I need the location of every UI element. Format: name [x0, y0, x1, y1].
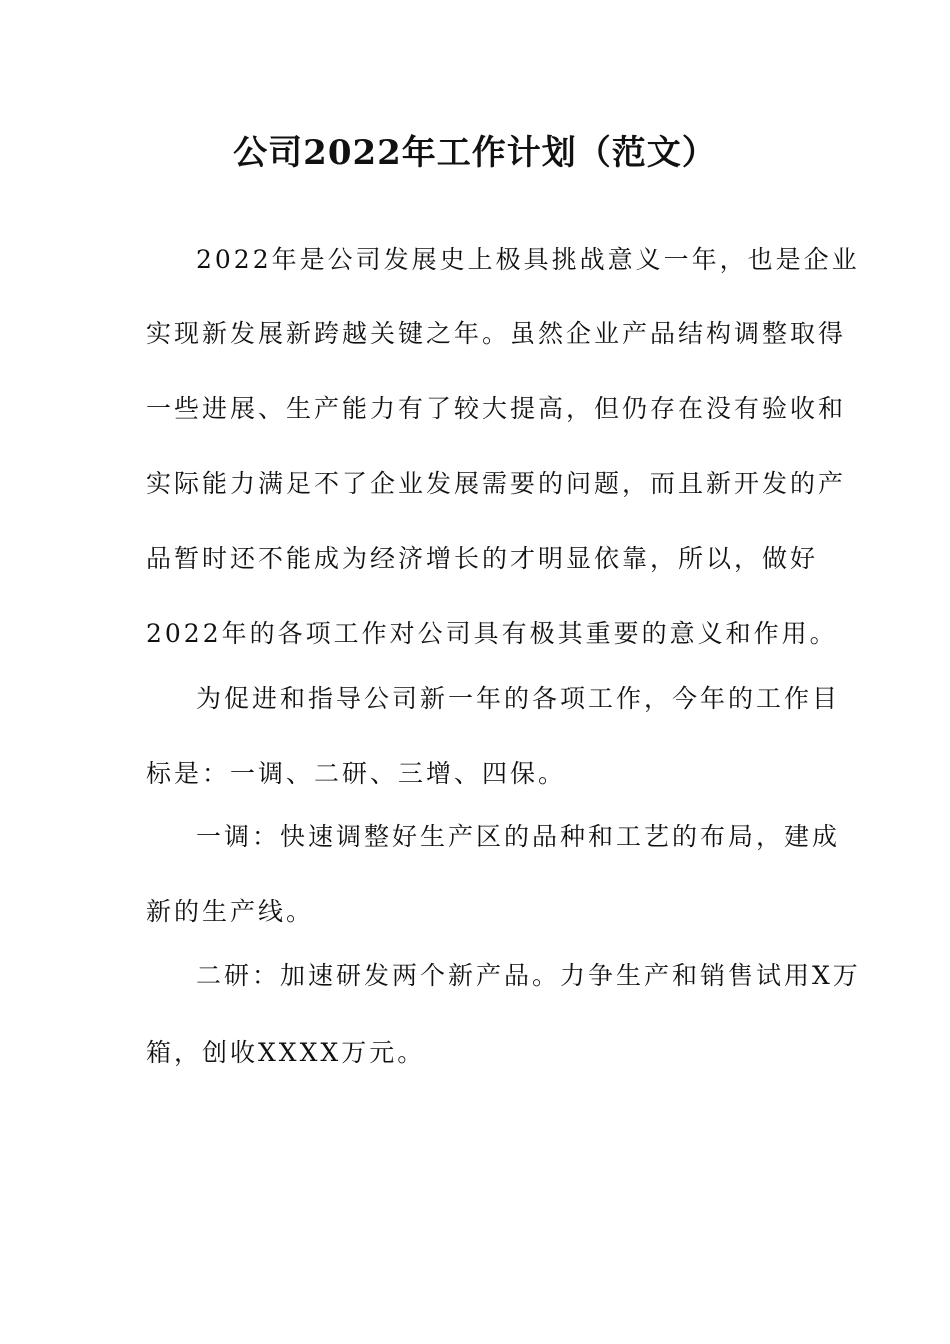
paragraph-1-line-2: 实现新发展新跨越关键之年。虽然企业产品结构调整取得	[146, 319, 847, 348]
paragraph-4-line-2: 箱，创收XXXX万元。	[146, 1038, 426, 1067]
paragraph-3-line-1: 一调：快速调整好生产区的品种和工艺的布局，建成	[196, 822, 841, 851]
paragraph-2-line-1: 为促进和指导公司新一年的各项工作，今年的工作目	[196, 684, 841, 713]
paragraph-1-line-3: 一些进展、生产能力有了较大提高，但仍存在没有验收和	[146, 394, 847, 423]
paragraph-2-line-2: 标是：一调、二研、三增、四保。	[146, 759, 567, 788]
paragraph-1-line-5: 品暂时还不能成为经济增长的才明显依靠，所以，做好	[146, 544, 819, 573]
paragraph-1-line-4: 实际能力满足不了企业发展需要的问题，而且新开发的产	[146, 469, 847, 498]
paragraph-3-line-2: 新的生产线。	[146, 897, 315, 926]
paragraph-4-line-1: 二研：加速研发两个新产品。力争生产和销售试用X万	[196, 961, 861, 990]
document-title: 公司2022年工作计划（范文）	[233, 133, 717, 173]
paragraph-1-line-6: 2022年的各项工作对公司具有极其重要的意义和作用。	[146, 619, 838, 648]
paragraph-1-line-1: 2022年是公司发展史上极具挑战意义一年，也是企业	[196, 245, 860, 274]
